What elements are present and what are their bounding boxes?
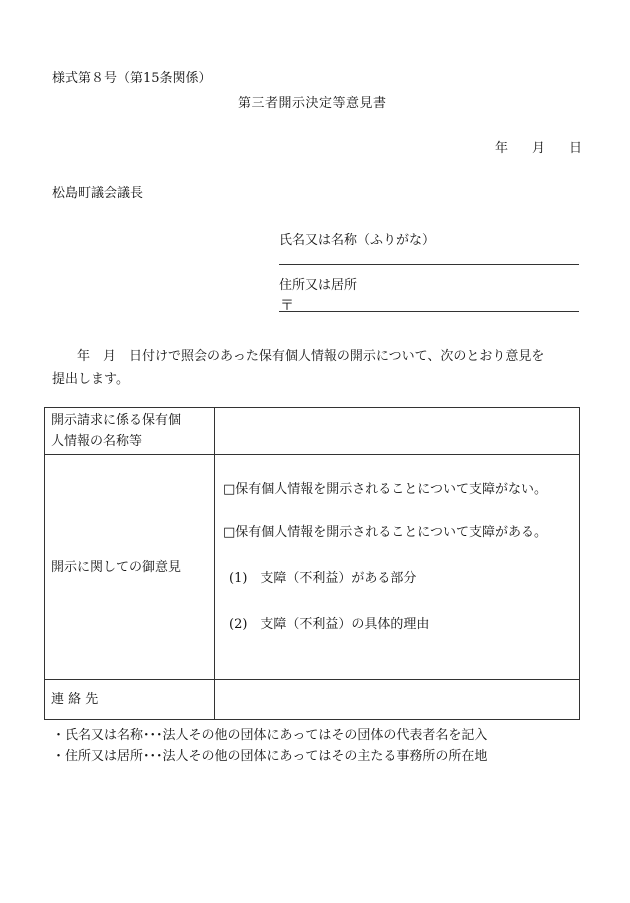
contact-field[interactable] <box>215 680 580 720</box>
form-number: 様式第８号（第15条関係） <box>52 71 212 86</box>
name-field-line[interactable] <box>279 264 579 265</box>
address-label: 住所又は居所 <box>279 278 358 293</box>
note-name: ・氏名又は名称･･･法人その他の団体にあってはその団体の代表者名を記入 <box>52 728 488 743</box>
info-name-label <box>45 408 215 455</box>
issue-checkbox-option[interactable]: □保有個人情報を開示されることについて支障がある。 <box>223 525 548 540</box>
info-name-label-line2: 人情報の名称等 <box>51 434 143 449</box>
opinion-field <box>215 455 580 680</box>
body-text-line2: 提出します。 <box>52 372 129 387</box>
opinion-label: 開示に関しての御意見 <box>45 455 215 680</box>
address-field-line[interactable] <box>279 311 579 312</box>
postal-mark: 〒 <box>280 298 294 314</box>
contact-label: 連 絡 先 <box>45 680 215 720</box>
date-month: 月 <box>532 141 546 156</box>
issue-reason-item: (2) 支障（不利益）の具体的理由 <box>229 617 430 632</box>
info-name-label-line1: 開示請求に係る保有個 <box>51 413 182 428</box>
date-year: 年 <box>495 141 509 156</box>
date-day: 日 <box>569 141 583 156</box>
table-row <box>45 455 580 680</box>
date-line <box>495 137 582 156</box>
name-label: 氏名又は名称（ふりがな） <box>279 233 436 248</box>
opinion-table <box>44 407 580 720</box>
opinion-options <box>215 455 579 679</box>
issue-part-item: (1) 支障（不利益）がある部分 <box>229 571 417 586</box>
info-name-field[interactable] <box>215 408 580 455</box>
document-title: 第三者開示決定等意見書 <box>238 96 387 111</box>
table-row <box>45 408 580 455</box>
no-issue-checkbox-option[interactable]: □保有個人情報を開示されることについて支障がない。 <box>223 482 548 497</box>
note-address: ・住所又は居所･･･法人その他の団体にあってはその主たる事務所の所在地 <box>52 749 488 764</box>
table-row <box>45 680 580 720</box>
body-text-line1: 年 月 日付けで照会のあった保有個人情報の開示について、次のとおり意見を <box>77 349 545 364</box>
addressee: 松島町議会議長 <box>52 186 144 201</box>
